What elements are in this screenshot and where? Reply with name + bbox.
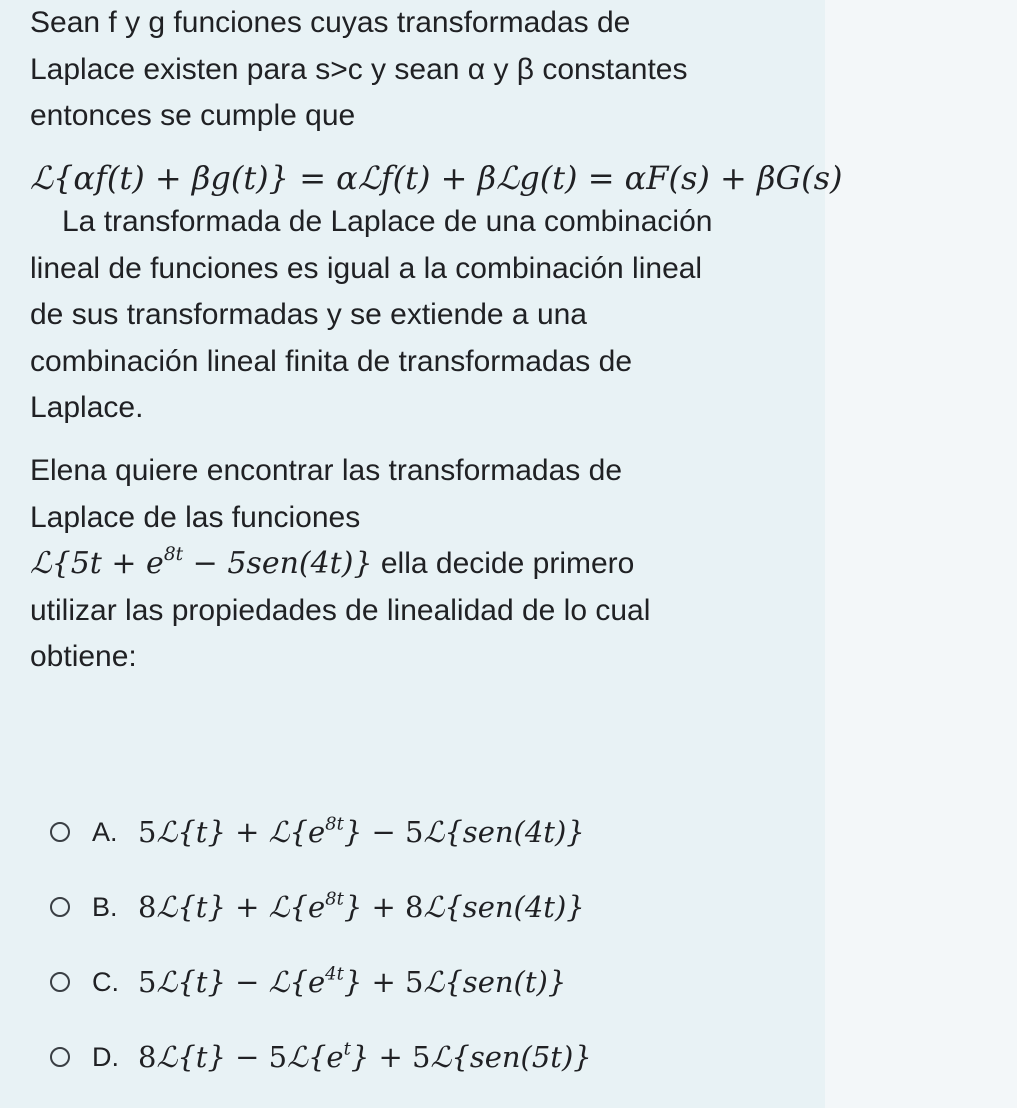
- linearity-formula: [30, 155, 842, 201]
- problem-text: [30, 448, 790, 681]
- formula-mid: αℒf(t) + βℒg(t): [336, 159, 578, 197]
- explanation-line-2: lineal de funciones es igual a la combinación lineal: [30, 251, 703, 285]
- explanation-line-1: La transformada de Laplace de una combinación: [62, 205, 713, 238]
- intro-line-3: entonces se cumple que: [30, 99, 356, 132]
- radio-button-d[interactable]: [50, 1047, 70, 1067]
- explanation-text: [30, 199, 790, 432]
- option-formula: 8ℒ{t} + $ℒ\{e^{8t}\}$ + 8ℒ{sen(4t)}: [138, 888, 585, 924]
- option-b[interactable]: [50, 881, 770, 933]
- explanation-line-5: Laplace.: [30, 391, 144, 424]
- radio-button-b[interactable]: [50, 897, 70, 917]
- option-formula: 8ℒ{t} − $5ℒ\{e^t\}$ + 5ℒ{sen(5t)}: [138, 1038, 592, 1074]
- formula-rhs: αF(s) + βG(s): [624, 159, 843, 197]
- option-letter: B.: [92, 891, 118, 922]
- intro-line-2: Laplace existen para s>c y sean α y β constantes: [30, 52, 688, 86]
- option-letter: C.: [92, 966, 119, 997]
- problem-line-1: Elena quiere encontrar las transformadas de: [30, 454, 623, 487]
- radio-button-a[interactable]: [50, 822, 70, 842]
- problem-line-3-tail: ella decide primero: [372, 547, 635, 580]
- option-c[interactable]: [50, 956, 770, 1008]
- option-formula: 5ℒ{t} + $ℒ\{e^{8t}\}$ − 5ℒ{sen(4t)}: [138, 813, 585, 849]
- explanation-line-3: de sus transformadas y se extiende a una: [30, 298, 587, 331]
- problem-line-4: utilizar las propiedades de linealidad de lo cual: [30, 593, 651, 627]
- intro-text: [30, 0, 790, 140]
- formula-lhs: ℒ{αf(t) + βg(t)}: [30, 159, 290, 197]
- equals-sign-2: =: [587, 159, 625, 197]
- explanation-line-4: combinación lineal finita de transformadas de: [30, 344, 633, 378]
- intro-line-1: Sean f y g funciones cuyas transformadas de: [30, 6, 631, 39]
- problem-formula: ℒ{5t + $e^{8t} - 5sen(4t)$}: [30, 543, 373, 581]
- option-letter: A.: [92, 816, 118, 847]
- option-formula: 5ℒ{t} − $ℒ\{e^{4t}\}$ + 5ℒ{sen(t)}: [138, 963, 567, 999]
- radio-button-c[interactable]: [50, 972, 70, 992]
- option-a[interactable]: [50, 806, 770, 858]
- problem-line-2: Laplace de las funciones: [30, 500, 361, 534]
- option-letter: D.: [92, 1041, 119, 1072]
- equals-sign: =: [299, 159, 337, 197]
- option-d[interactable]: [50, 1031, 770, 1083]
- problem-line-5: obtiene:: [30, 640, 137, 673]
